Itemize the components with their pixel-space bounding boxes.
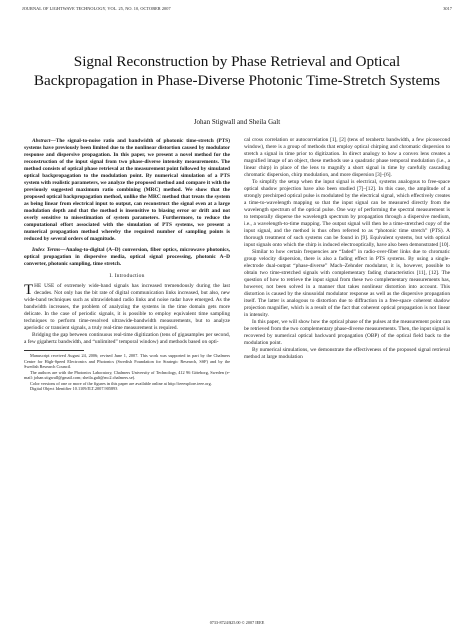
copyright-code: 0733-8724/$25.00 © 2007 IEEE xyxy=(209,620,265,625)
index-terms xyxy=(24,247,230,268)
abstract-text: The signal-to-noise ratio and bandwidth of photonic time-stretch (PTS) systems have previously been limited due to the nonlinear distortion caused by modulator response and dispersive propagation. In this paper, we present a novel method for the reconstruction of the input signal from two phase-diverse intensity measurements. The method consists of optical phase retrieval at the measurement point followed by simulated optical backpropagation to the modulation point. By numerical simulation of a PTS system with realistic parameters, we analyze the proposed method and compare it with the previously suggested maximum ratio combining (MRC) method. We show that the proposed optical backpropagation method, unlike the MRC method that treats the system as being linear from electrical input to output, can reconstruct the signal even at a large modulation depth and that the method is insensitive to biasing error or drift and not overly sensitive to misestimation of system parameters. Furthermore, to reduce the computational effort associated with the simulation of PTS systems, we present a numerical propagation method whereby the required number of sampling points is reduced by several orders of magnitude. xyxy=(24,138,231,243)
right-paragraph-5: By numerical simulations, we demonstrate the effectiveness of the proposed signal retrieval method at large modulation xyxy=(244,347,450,361)
right-paragraph-3: Similar to how certain frequencies are “faded” in radio-over-fiber links due to chromatic group velocity dispersion, there is also a fading effect in PTS systems. By using a single-electrode dual-output “phase-diverse” Mach–Zehnder modulator, it is, however, possible to obtain two time-stretched signals with complementary fading characteristics [11], [12]. The question of how to retrieve the input signal from these two complementary measurements has, however, not been solved in a manner that takes nonlinear distortion into account. This distortion is caused by the sinusoidal modulator response as well as the dispersive propagation itself. The latter is analogous to distortion due to diffraction in a free-space coherent shadow projection magnifier, which is a result of the fact that coherent optical propagation is not linear in intensity. xyxy=(244,249,450,319)
page-number: 3017 xyxy=(443,6,452,11)
right-paragraph-1: cal cross correlation or autocorrelation [1], [2] (tens of terahertz bandwidth, a few picosecond window), there is a group of methods that employ optical chirping and chromatic dispersion to stretch a signal in time prior to digitization. In direct analogy to how a convex lens creates a magnified image of an object, these methods use a quadratic phase temporal modulation (i.e., a linear chirp) in place of the lens to magnify a short signal in time by carefully cascading chromatic dispersion, chirp modulation, and more dispersion [3]–[6]. xyxy=(244,137,450,179)
right-paragraph-2: To simplify the setup when the input signal is electrical, systems analogous to free-space optical shadow projection have also been studied [7]–[12]. In this case, the amplitude of a strongly prechirped optical pulse is modulated by the electrical signal, which effectively creates a time-to-wavelength mapping so that the input signal can be measured directly from the wavelength spectrum of the optical pulse. One way of performing the spectral measurement is to temporally disperse the wavelength spectrum by propagation through a dispersive medium, i.e., a wavelength-to-time mapping. The output signal will then be a time-stretched copy of the input signal, and the method is thus often referred to as “photonic time stretch” (PTS). A thorough treatment of such systems can be found in [9]. Equivalent systems, but with optical input signals onto which the chirp is induced electrooptically, have also been demonstrated [10]. xyxy=(244,179,450,249)
section-heading: I. Introduction xyxy=(109,273,145,280)
abstract xyxy=(24,138,230,243)
drop-cap: T xyxy=(24,282,34,299)
right-paragraph-4: In this paper, we will show how the optical phase of the pulses at the measurement point can be retrieved from the two complementary phase-diverse measurements. Then, the input signal is recovered by numerical optical backward propagation (OBP) of the optical field back to the modulation point. xyxy=(244,319,450,347)
running-header xyxy=(22,6,452,11)
right-column xyxy=(244,137,450,362)
footnote-manuscript: Manuscript received August 24, 2006; revised June 1, 2007. This work was supported in part by the Chalmers Centre for High-Speed Electronics and Photonics (Swedish Foundation for Strategic Research, SSF) and by the Swedish Research Council. xyxy=(24,353,230,370)
footnotes xyxy=(24,353,230,392)
footnote-color: Color versions of one or more of the figures in this paper are available online at http://ieeexplore.ieee.org. xyxy=(30,380,212,386)
footnote-rule xyxy=(24,350,84,351)
paper-title: Signal Reconstruction by Phase Retrieval and Optical Backpropagation in Phase-Diverse Photonic Time-Stretch Systems xyxy=(33,53,441,89)
intro-paragraph-2: Bridging the gap between continuous real-time digitization (tens of gigasamples per second, a few gigahertz bandwidth, and “unlimited” temporal window) and methods based on opti- xyxy=(24,332,230,346)
footnote-doi: Digital Object Identifier 10.1109/JLT.2007.905893 xyxy=(30,386,118,392)
paper-authors: Johan Stigwall and Sheila Galt xyxy=(193,118,281,126)
footnote-authors: The authors are with the Photonics Laboratory, Chalmers University of Technology, 412 96 Göteborg, Sweden (e-mail: johan.stigwall@gmail.com; sheila.galt@mc2.chalmers.se). xyxy=(24,369,230,381)
intro-paragraph-1 xyxy=(24,283,230,332)
index-terms-text: Analog-to-digital (A–D) conversion, fiber optics, microwave photonics, optical propagation in dispersive media, optical signal processing, photonic A–D converter, photonic sampling, time stretch. xyxy=(24,247,230,268)
index-terms-label: Index Terms— xyxy=(32,247,66,254)
abstract-label: Abstract— xyxy=(32,138,56,144)
left-column xyxy=(24,138,230,392)
intro-paragraph-1-text: HE USE of extremely wide-band signals has increased tremendously during the last decades. Not only has the bit rate of digital communication links increased, but also, new wide-band techniques such as ultrawideband radio links and noise radar have emerged. As the bandwidth increases, the problem of analyzing the systems in the time domain gets more delicate. In the case of periodic signals, it is possible to employ equivalent time sampling techniques to perform time-resolved ultrawide-bandwidth measurements, but to analyze aperiodic or transient signals, a truly real-time measurement is required. xyxy=(24,283,230,332)
journal-header: JOURNAL OF LIGHTWAVE TECHNOLOGY, VOL. 25, NO. 10, OCTOBER 2007 xyxy=(22,6,171,11)
